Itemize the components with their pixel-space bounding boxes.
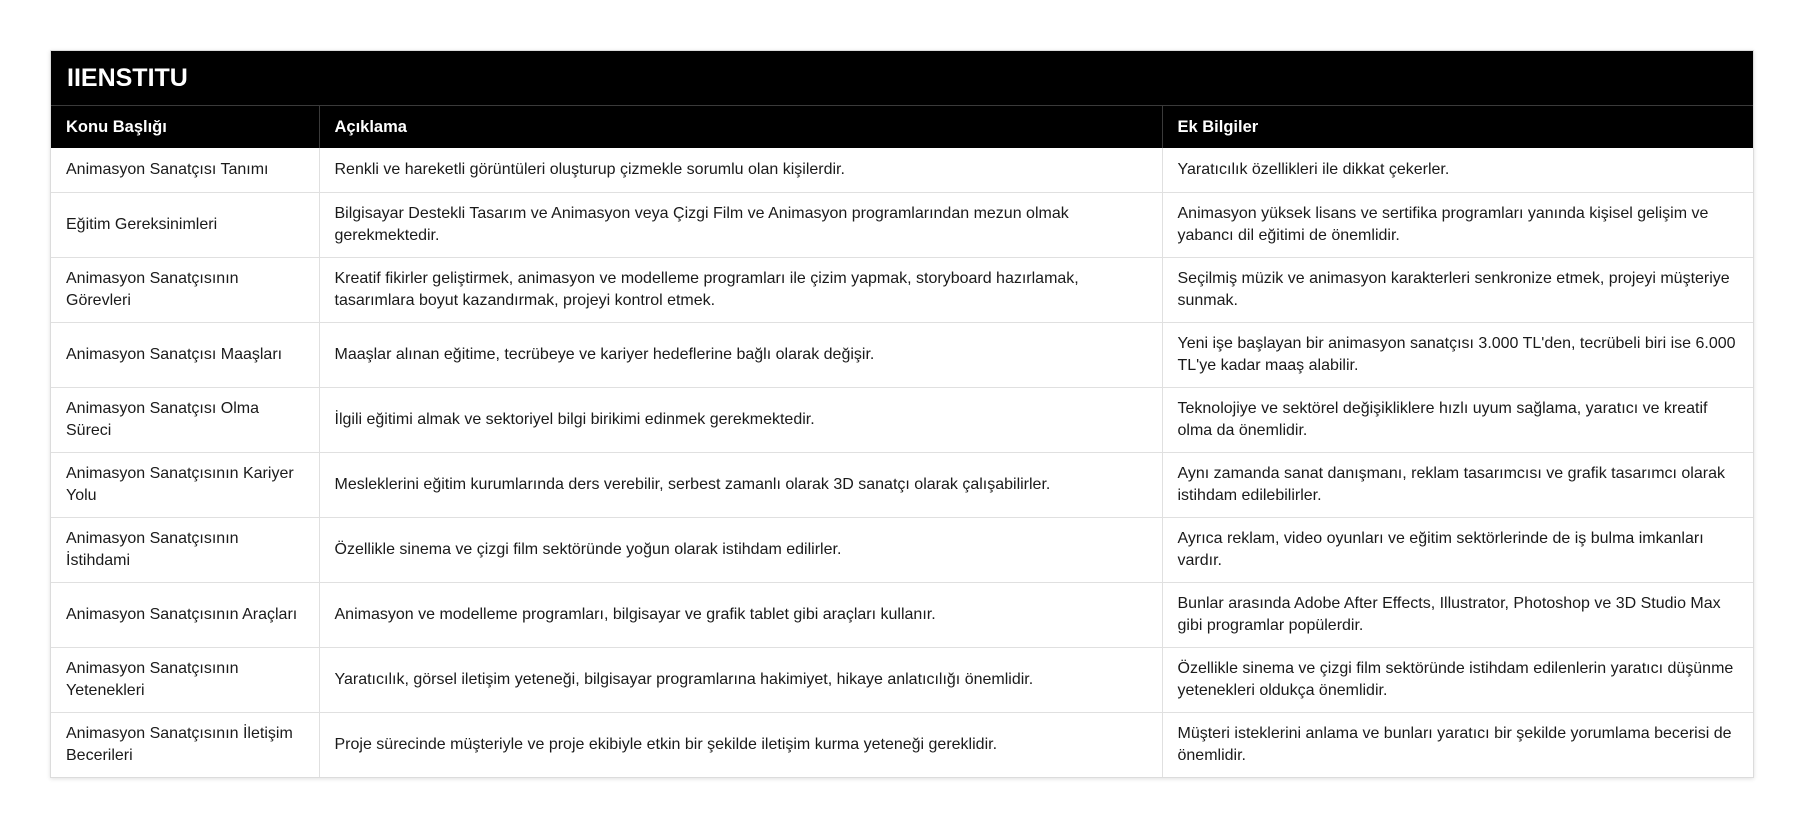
cell-extra-info: Yaratıcılık özellikleri ile dikkat çekerler. xyxy=(1162,148,1753,192)
cell-description: Mesleklerini eğitim kurumlarında ders verebilir, serbest zamanlı olarak 3D sanatçı olarak çalışabilirler. xyxy=(319,452,1162,517)
cell-topic: Animasyon Sanatçısı Olma Süreci xyxy=(51,387,319,452)
table-header-row xyxy=(51,106,1753,148)
cell-extra-info: Bunlar arasında Adobe After Effects, Illustrator, Photoshop ve 3D Studio Max gibi programlar popülerdir. xyxy=(1162,582,1753,647)
cell-description: Maaşlar alınan eğitime, tecrübeye ve kariyer hedeflerine bağlı olarak değişir. xyxy=(319,322,1162,387)
info-table xyxy=(51,106,1753,777)
cell-extra-info: Animasyon yüksek lisans ve sertifika programları yanında kişisel gelişim ve yabancı dil eğitimi de önemlidir. xyxy=(1162,192,1753,257)
cell-extra-info: Teknolojiye ve sektörel değişikliklere hızlı uyum sağlama, yaratıcı ve kreatif olma da önemlidir. xyxy=(1162,387,1753,452)
cell-topic: Animasyon Sanatçısının Yetenekleri xyxy=(51,647,319,712)
cell-description: Yaratıcılık, görsel iletişim yeteneği, bilgisayar programlarına hakimiyet, hikaye anlatıcılığı önemlidir. xyxy=(319,647,1162,712)
cell-extra-info: Müşteri isteklerini anlama ve bunları yaratıcı bir şekilde yorumlama becerisi de önemlidir. xyxy=(1177,724,1732,764)
table-row xyxy=(51,712,1753,777)
table-row xyxy=(51,387,1753,452)
cell-description: Animasyon ve modelleme programları, bilgisayar ve grafik tablet gibi araçları kullanır. xyxy=(319,582,1162,647)
cell-topic: Animasyon Sanatçısının Araçları xyxy=(51,582,319,647)
cell-extra-info: Özellikle sinema ve çizgi film sektöründe istihdam edilenlerin yaratıcı düşünme yetenekleri oldukça önemlidir. xyxy=(1162,647,1753,712)
table-row xyxy=(51,257,1753,322)
cell-description: Kreatif fikirler geliştirmek, animasyon ve modelleme programları ile çizim yapmak, storyboard hazırlamak, tasarımlara boyut kazandırmak, projeyi kontrol etmek. xyxy=(319,257,1162,322)
table-row xyxy=(51,647,1753,712)
cell-description: Renkli ve hareketli görüntüleri oluşturup çizmekle sorumlu olan kişilerdir. xyxy=(319,148,1162,192)
table-row xyxy=(51,148,1753,192)
column-header-topic: Konu Başlığı xyxy=(51,106,319,148)
cell-extra-info: Yeni işe başlayan bir animasyon sanatçısı 3.000 TL'den, tecrübeli biri ise 6.000 TL'ye kadar maaş alabilir. xyxy=(1162,322,1753,387)
column-header-description: Açıklama xyxy=(319,106,1162,148)
table-row xyxy=(51,582,1753,647)
cell-description: İlgili eğitimi almak ve sektoriyel bilgi birikimi edinmek gerekmektedir. xyxy=(319,387,1162,452)
column-header-extra-info: Ek Bilgiler xyxy=(1162,106,1753,148)
cell-extra-info: Ayrıca reklam, video oyunları ve eğitim sektörlerinde de iş bulma imkanları vardır. xyxy=(1162,517,1753,582)
cell-topic: Animasyon Sanatçısı Maaşları xyxy=(51,322,319,387)
cell-description: Bilgisayar Destekli Tasarım ve Animasyon veya Çizgi Film ve Animasyon programlarından mezun olmak gerekmektedir. xyxy=(319,192,1162,257)
table-row xyxy=(51,452,1753,517)
cell-topic: Animasyon Sanatçısı Tanımı xyxy=(51,148,319,192)
cell-topic: Animasyon Sanatçısının İstihdami xyxy=(51,517,319,582)
table-row xyxy=(51,192,1753,257)
cell-topic: Eğitim Gereksinimleri xyxy=(51,192,319,257)
cell-topic: Animasyon Sanatçısının İletişim Becerileri xyxy=(51,712,319,777)
cell-topic: Animasyon Sanatçısının Görevleri xyxy=(51,257,319,322)
table-row xyxy=(51,322,1753,387)
cell-description: Proje sürecinde müşteriyle ve proje ekibiyle etkin bir şekilde iletişim kurma yeteneği gereklidir. xyxy=(319,712,1162,777)
cell-extra-info: Seçilmiş müzik ve animasyon karakterleri senkronize etmek, projeyi müşteriye sunmak. xyxy=(1162,257,1753,322)
cell-description: Özellikle sinema ve çizgi film sektöründe yoğun olarak istihdam edilirler. xyxy=(319,517,1162,582)
cell-topic: Animasyon Sanatçısının Kariyer Yolu xyxy=(51,452,319,517)
cell-extra-info: Aynı zamanda sanat danışmanı, reklam tasarımcısı ve grafik tasarımcı olarak istihdam edilebilirler. xyxy=(1162,452,1753,517)
content-table-card xyxy=(50,50,1754,778)
brand-title: IIENSTITU xyxy=(51,51,1753,106)
table-row xyxy=(51,517,1753,582)
